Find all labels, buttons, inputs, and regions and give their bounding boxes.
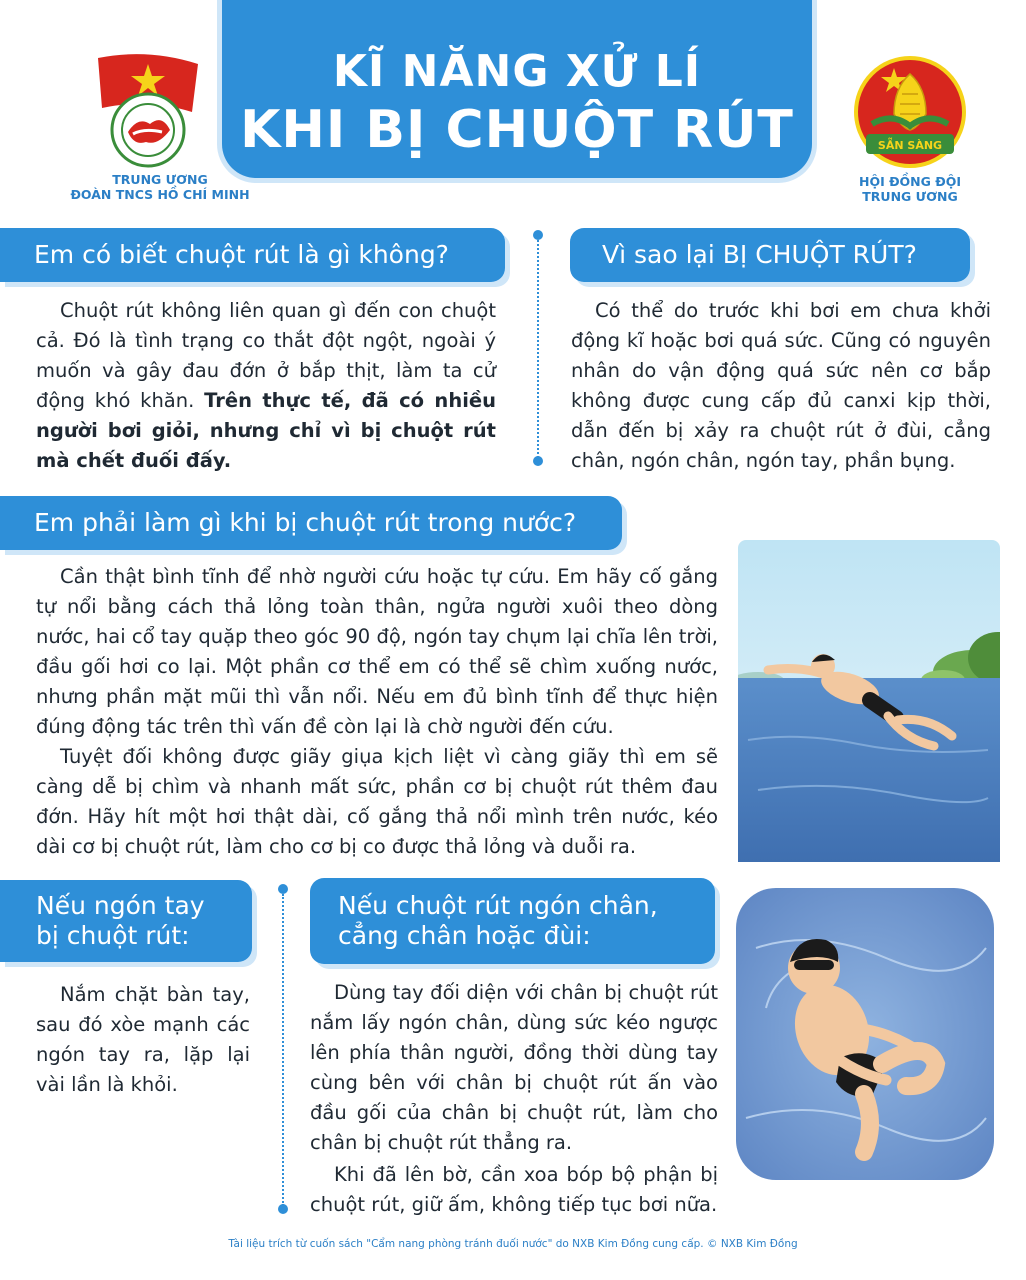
right-logo-line1: HỘI ĐỒNG ĐỘI [858, 174, 961, 189]
in-water-paragraph1: Cần thật bình tĩnh để nhờ người cứu hoặc tự cứu. Em hãy cố gắng tự nổi bằng cách thả lỏng toàn thân, ngửa người xuôi theo dòng nước, hai cổ tay quặp theo góc 90 độ, ngón tay chụm lại chĩa lên trời, đầu gối hơi co lại. Một phần cơ thể em có thể sẽ chìm xuống nước, nhưng phần mặt mũi thì vẫn nổi. Nếu em đủ bình tĩnh để thực hiện đúng động tác trên thì vấn đề còn lại là chờ người đến cứu. [36, 565, 718, 738]
what-is-text [36, 296, 496, 476]
section-heading-in-water [0, 496, 622, 550]
toe-paragraph1: Dùng tay đối diện với chân bị chuột rút nắm lấy ngón chân, dùng sức kéo ngược lên phía thân người, đồng thời dùng tay cùng bên với chân bị chuột rút ấn vào đầu gối của chân bị chuột rút, làm cho chân bị chuột rút thẳng ra. [310, 981, 718, 1154]
footer-credit: Tài liệu trích từ cuốn sách "Cẩm nang phòng tránh đuối nước" do NXB Kim Đồng cung cấp. © NXB Kim Đồng [228, 1238, 798, 1250]
swimmer-floating-illustration [738, 540, 1000, 862]
right-logo-label [820, 174, 1000, 204]
swimmer-cramp-illustration [736, 888, 994, 1180]
doan-tncs-logo-icon [88, 50, 208, 172]
right-logo-badge: SẴN SÀNG [877, 139, 943, 152]
divider2-dot-bottom [278, 1204, 288, 1214]
in-water-heading-text: Em phải làm gì khi bị chuột rút trong nước? [34, 508, 577, 537]
left-logo-line2: ĐOÀN TNCS HỒ CHÍ MINH [70, 187, 250, 202]
divider2-line [282, 894, 284, 1206]
why-heading-text: Vì sao lại BỊ CHUỘT RÚT? [602, 240, 917, 269]
right-logo-line2: TRUNG ƯƠNG [862, 189, 958, 204]
what-is-heading-text: Em có biết chuột rút là gì không? [34, 240, 449, 269]
why-text: Có thể do trước khi bơi em chưa khởi động kĩ hoặc bơi quá sức. Cũng có nguyên nhân do vận động quá sức nên cơ bắp không được cung cấp đủ canxi kịp thời, dẫn đến bị xảy ra chuột rút ở đùi, cẳng chân, ngón chân, ngón tay, phần bụng. [571, 299, 991, 472]
toe-heading-line1: Nếu chuột rút ngón chân, [338, 891, 658, 920]
left-logo-line1: TRUNG ƯƠNG [112, 172, 208, 187]
what-is-text-bold: Trên thực tế, đã có nhiều người bơi giỏi, nhưng chỉ vì bị chuột rút mà chết đuối đấy. [36, 389, 496, 472]
section-heading-toe [310, 878, 715, 964]
what-is-text-plain: Chuột rút không liên quan gì đến con chuột cả. Đó là tình trạng co thắt đột ngột, ngoài ý muốn và gây đau đớn ở bắp thịt, làm ta cử động khó khăn. [36, 299, 496, 412]
hoi-dong-doi-logo-icon [852, 54, 968, 170]
finger-text: Nắm chặt bàn tay, sau đó xòe mạnh các ngón tay ra, lặp lại vài lần là khỏi. [36, 983, 250, 1096]
divider-dot-bottom [533, 456, 543, 466]
section-heading-finger [0, 880, 252, 962]
page-title-line1: KĨ NĂNG XỬ LÍ [332, 46, 702, 97]
section-heading-what-is [0, 228, 505, 282]
divider2-dot-top [278, 884, 288, 894]
left-logo-label [60, 172, 260, 202]
page-title-line2: KHI BỊ CHUỘT RÚT [240, 100, 794, 160]
divider-line [537, 240, 539, 458]
finger-heading-line2: bị chuột rút: [36, 921, 190, 950]
in-water-paragraph2: Tuyệt đối không được giãy giụa kịch liệt vì càng giãy thì em sẽ càng dễ bị chìm và nhanh mất sức, phần cơ bị chuột rút thêm đau đớn. Hãy hít một hơi thật dài, cố gắng thả nổi mình trên nước, kéo dài cơ bị chuột rút, làm cho cơ bị co được thả lỏng và duỗi ra. [36, 745, 718, 858]
toe-heading-line2: cẳng chân hoặc đùi: [338, 921, 591, 950]
finger-heading-line1: Nếu ngón tay [36, 891, 205, 920]
toe-paragraph2: Khi đã lên bờ, cần xoa bóp bộ phận bị chuột rút, giữ ấm, không tiếp tục bơi nữa. [310, 1163, 718, 1216]
divider-dot-top [533, 230, 543, 240]
section-heading-why [570, 228, 970, 282]
